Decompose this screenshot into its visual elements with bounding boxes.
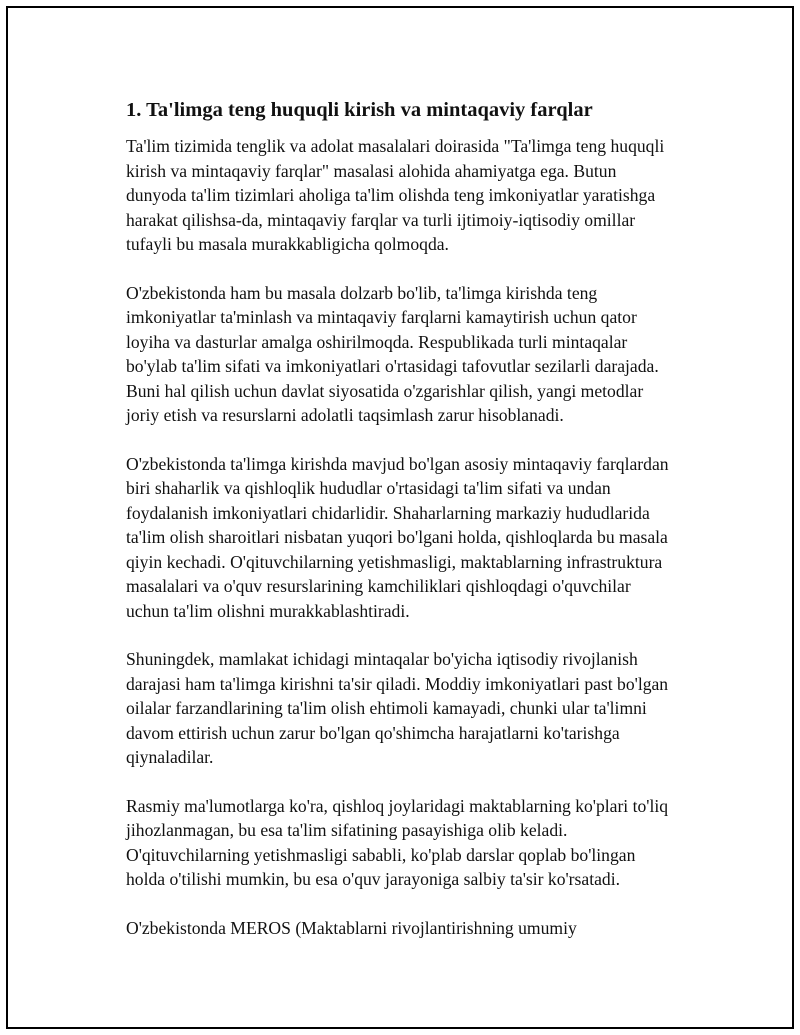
paragraph — [126, 452, 706, 624]
paragraph-line: tufayli bu masala murakkabligicha qolmoqda. — [126, 234, 449, 254]
page-frame — [6, 6, 794, 1029]
paragraph-line: O'zbekistonda ham bu masala dolzarb bo'lib, ta'limga kirishda teng — [126, 282, 598, 303]
paragraph-line: ta'lim olish sharoitlari nisbatan yuqori bo'lgani holda, qishloqlarda bu masala — [126, 527, 668, 547]
paragraph-line: O'qituvchilarning yetishmasligi sababli, ko'plab darslar qoplab bo'lingan — [126, 844, 636, 865]
paragraph-line: bo'ylab ta'lim sifati va imkoniyatlari o'rtasidagi tafovutlar sezilarli darajada. — [126, 356, 659, 376]
paragraph-line: Rasmiy ma'lumotlarga ko'ra, qishloq joylaridagi maktablarning ko'plari to'liq — [126, 795, 669, 816]
paragraph-line: foydalanish imkoniyatlari chidarlidir. Shaharlarning markaziy hududlarida — [126, 502, 650, 523]
paragraph — [126, 794, 706, 892]
paragraph-line: joriy etish va resurslarni adolatli taqsimlash zarur hisoblanadi. — [126, 405, 564, 425]
paragraph-line: dunyoda ta'lim tizimlari aholiga ta'lim olishda teng imkoniyatlar yaratishga — [126, 185, 656, 205]
paragraph-line: harakat qilishsa-da, mintaqaviy farqlar va turli ijtimoiy-iqtisodiy omillar — [126, 209, 636, 230]
paragraph — [126, 647, 706, 770]
paragraph-line: O'zbekistonda ta'limga kirishda mavjud bo'lgan asosiy mintaqaviy farqlardan — [126, 453, 669, 474]
paragraph-line: davom ettirish uchun zarur bo'lgan qo'shimcha harajatlarni ko'tarishga — [126, 722, 620, 743]
paragraph-line: uchun ta'lim olishni murakkablashtiradi. — [126, 600, 410, 621]
paragraph-line: kirish va mintaqaviy farqlar" masalasi alohida ahamiyatga ega. Butun — [126, 160, 617, 181]
paragraph-line: imkoniyatlar ta'minlash va mintaqaviy farqlarni kamaytirish uchun qator — [126, 307, 637, 327]
paragraph-line: darajasi ham ta'limga kirishni ta'sir qiladi. Moddiy imkoniyatlari past bo'lgan — [126, 673, 669, 694]
paragraph-line: biri shaharlik va qishloqlik hududlar o'rtasidagi ta'lim sifati va undan — [126, 478, 611, 498]
paragraph-line: qiyin kechadi. O'qituvchilarning yetishmasligi, maktablarning infrastruktura — [126, 551, 663, 572]
paragraph — [126, 281, 706, 428]
paragraph-line: Shuningdek, mamlakat ichidagi mintaqalar bo'yicha iqtisodiy rivojlanish — [126, 649, 638, 669]
paragraph-line: loyiha va dasturlar amalga oshirilmoqda. Respublikada turli mintaqalar — [126, 331, 628, 352]
paragraph-line: masalalari va o'quv resurslarining kamchiliklari qishloqdagi o'quvchilar — [126, 576, 631, 596]
paragraph-line: Ta'lim tizimida tenglik va adolat masalalari doirasida "Ta'limga teng huquqli — [126, 136, 665, 156]
document-body — [126, 96, 706, 964]
paragraph-line: O'zbekistonda MEROS (Maktablarni rivojlantirishning umumiy — [126, 917, 577, 938]
paragraph-list — [126, 134, 706, 940]
paragraph-line: Buni hal qilish uchun davlat siyosatida o'zgarishlar qilish, yangi metodlar — [126, 380, 644, 401]
paragraph — [126, 916, 706, 941]
section-heading: 1. Ta'limga teng huquqli kirish va mintaqaviy farqlar — [126, 99, 593, 121]
paragraph-line: qiynaladilar. — [126, 747, 214, 767]
paragraph-line: oilalar farzandlarining ta'lim olish ehtimoli kamayadi, chunki ular ta'limni — [126, 698, 647, 718]
paragraph-line: jihozlanmagan, bu esa ta'lim sifatining pasayishiga olib keladi. — [126, 820, 568, 840]
paragraph-line: holda o'tilishi mumkin, bu esa o'quv jarayoniga salbiy ta'sir ko'rsatadi. — [126, 869, 620, 889]
paragraph — [126, 134, 706, 257]
